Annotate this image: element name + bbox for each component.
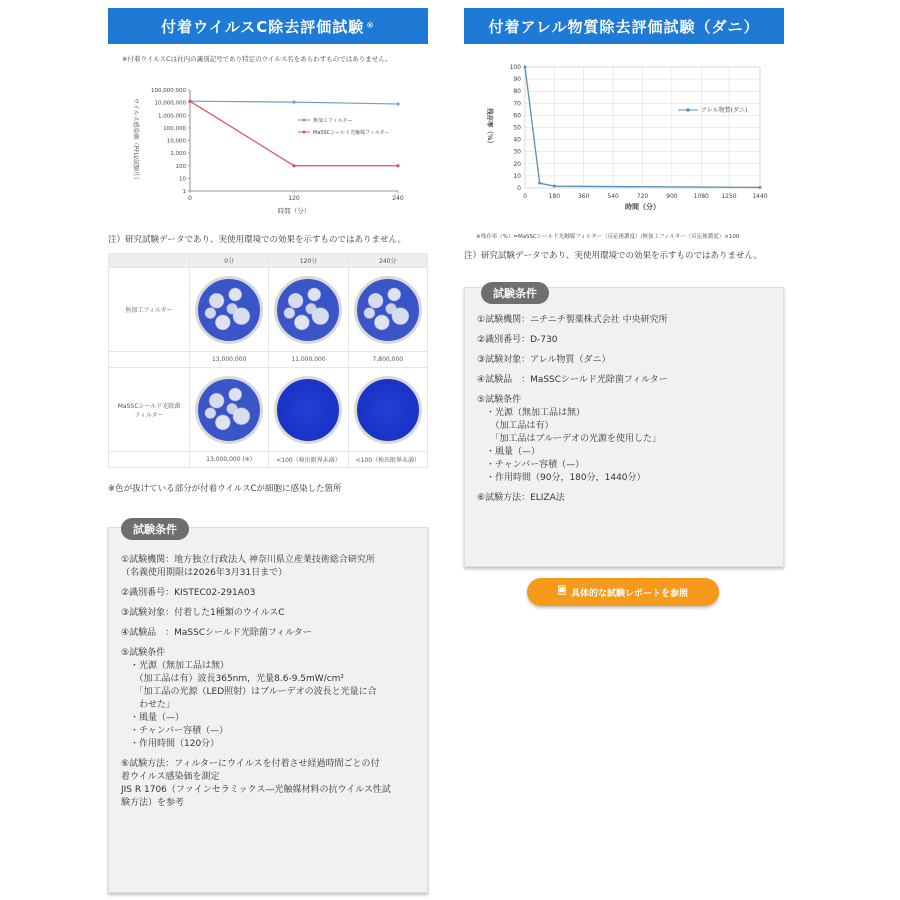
x-tick-label: 240 (392, 195, 404, 202)
plate-value-blank (109, 352, 190, 368)
plate-row-label: MaSSCシールド光除菌フィルター (109, 368, 190, 452)
plate-col-header: 0分 (190, 254, 269, 268)
left-conditions-box (108, 523, 428, 893)
x-tick-label: 1080 (693, 193, 709, 200)
x-tick-label: 1440 (752, 193, 768, 200)
right-footnote: ※残存率（%）=MaSSCシールド光触媒フィルター（反応後濃度）/無加工フィルター（反応後濃度）×100 (476, 234, 740, 240)
condition-line: ・作用時間（90分，180分，1440分） (477, 473, 646, 483)
y-axis-label: 残存率（%） (486, 107, 494, 148)
y-tick-label: 70 (513, 100, 521, 108)
plate-value: 13,000,000 (※) (190, 452, 269, 468)
condition-line: ・作用時間（120分） (121, 739, 220, 749)
y-tick-label: 30 (513, 148, 521, 156)
data-point (553, 185, 556, 188)
x-axis-label: 時間（分） (625, 203, 660, 211)
legend-label: MaSSCシールド光触媒フィルター (313, 130, 390, 136)
condition-line: ③試験対象：アレル物質（ダニ） (477, 355, 611, 365)
legend-marker (686, 108, 690, 112)
x-tick-label: 720 (636, 193, 649, 200)
condition-line: 着ウイルス感染価を測定 (121, 772, 220, 782)
condition-line: ・チャンバー容積（—） (121, 726, 229, 736)
condition-line: ・風量（—） (121, 713, 185, 723)
condition-line: ・風量（—） (477, 447, 541, 457)
petri-dish-image (195, 276, 263, 344)
right-conditions-box (464, 287, 784, 567)
plate-table-corner (109, 254, 190, 268)
right-section-header: 付着アレル物質除去評価試験（ダニ） (464, 8, 784, 44)
condition-line: ・チャンバー容積（—） (477, 460, 585, 470)
x-tick-label: 120 (288, 195, 300, 202)
y-tick-label: 100 (509, 64, 521, 71)
y-tick-label: 90 (513, 76, 521, 84)
condition-line: わせた」 (121, 700, 176, 710)
plate-note: ※色が抜けている部分が付着ウイルスCが細胞に感染した箇所 (108, 484, 342, 494)
petri-dish-image (354, 376, 422, 444)
plate-cell (348, 268, 427, 352)
data-point (292, 101, 295, 104)
x-tick-label: 0 (188, 195, 192, 202)
y-tick-label: 1,000,000 (158, 113, 186, 120)
y-tick-label: 10,000,000 (154, 100, 186, 107)
document-icon: 🗏 (557, 585, 567, 597)
x-tick-label: 0 (523, 193, 527, 200)
y-tick-label: 10 (179, 176, 186, 183)
condition-line: 験方法）を参考 (121, 798, 185, 808)
x-tick-label: 180 (548, 193, 561, 200)
condition-line: （名義使用期限は2026年3月31日まで） (121, 568, 288, 578)
left-header-mark: ※ (366, 21, 375, 31)
view-report-button[interactable] (527, 578, 719, 606)
x-tick-label: 900 (666, 193, 678, 200)
legend-marker (303, 131, 306, 134)
plate-col-header: 240分 (348, 254, 427, 268)
petri-dish-image (354, 276, 422, 344)
petri-dish-image (195, 376, 263, 444)
plate-table (108, 253, 428, 468)
plate-value: <100（検出限界未満） (269, 452, 348, 468)
condition-line: JIS R 1706（ファインセラミックス―光触媒材料の抗ウイルス性試 (121, 785, 391, 795)
condition-line: ⑤試験条件 (477, 395, 522, 405)
condition-line: 「加工品はブルーデオの光源を使用した」 (477, 434, 661, 444)
data-point (396, 102, 399, 105)
condition-line: （加工品は有）波長365nm，光量8.6-9.5mW/cm² (121, 674, 345, 684)
condition-line: ・光源（無加工品は無） (121, 661, 230, 671)
condition-line: ②識別番号：KISTEC02-291A03 (121, 588, 256, 598)
right-conditions-badge: 試験条件 (481, 282, 549, 304)
condition-line: ⑥試験方法：フィルターにウイルスを付着させ経過時間ごとの付 (121, 759, 380, 769)
x-tick-label: 540 (607, 193, 619, 200)
left-header-title: 付着ウイルスC除去評価試験 (161, 17, 365, 36)
y-tick-label: 10 (513, 172, 521, 180)
condition-line: ①試験機関：地方独立行政法人 神奈川県立産業技術総合研究所 (121, 555, 375, 565)
plate-cell (348, 368, 427, 452)
left-conditions-list (121, 554, 421, 810)
virus-chart (108, 80, 428, 220)
view-report-label: 具体的な試験レポートを参照 (571, 588, 689, 599)
data-point (538, 182, 541, 185)
condition-line: ④試験品 ：MaSSCシールド光除菌フィルター (477, 375, 668, 385)
y-tick-label: 0 (517, 185, 521, 192)
y-tick-label: 40 (513, 136, 521, 144)
legend-label: アレル物質(ダニ) (701, 107, 748, 114)
left-section-header (108, 8, 428, 44)
y-tick-label: 10,000 (166, 138, 186, 145)
petri-dish-image (274, 276, 342, 344)
data-point (292, 164, 295, 167)
condition-line: ②識別番号：D-730 (477, 335, 558, 345)
condition-line: ④試験品 ：MaSSCシールド光除菌フィルター (121, 628, 312, 638)
condition-line: ①試験機関：ニチニチ製薬株式会社 中央研究所 (477, 315, 668, 325)
legend-label: 無加工フィルター (313, 118, 353, 124)
y-tick-label: 80 (513, 88, 521, 96)
data-point (396, 164, 399, 167)
plate-cell (269, 268, 348, 352)
condition-line: ⑥試験方法：ELIZA法 (477, 493, 565, 503)
plate-cell (190, 368, 269, 452)
left-conditions-badge: 試験条件 (121, 518, 189, 540)
condition-line: ③試験対象：付着した1種類のウイルスC (121, 608, 285, 618)
right-conditions-list (477, 314, 777, 505)
data-point (188, 100, 191, 103)
left-chart-note: 注）研究試験データであり、実使用環境での効果を示すものではありません。 (108, 235, 407, 245)
condition-line: ⑤試験条件 (121, 648, 166, 658)
plate-value: <100（検出限界未満） (348, 452, 427, 468)
plate-cell (190, 268, 269, 352)
plate-table-wrap (108, 253, 428, 468)
plate-row-label: 無加工フィルター (109, 268, 190, 352)
y-axis-label: ウイルス感染価（PFU/試験片） (132, 97, 139, 184)
y-tick-label: 50 (513, 124, 521, 132)
allergen-chart (470, 58, 780, 228)
y-tick-label: 1,000 (170, 151, 186, 158)
plate-col-header: 120分 (269, 254, 348, 268)
y-tick-label: 100,000 (163, 125, 186, 132)
right-chart-note: 注）研究試験データであり、実使用環境での効果を示すものではありません。 (464, 251, 763, 261)
data-point (759, 186, 762, 189)
plate-value: 11,000,000 (269, 352, 348, 368)
legend-marker (303, 119, 306, 122)
x-tick-label: 1250 (721, 193, 737, 200)
plate-value: 7,800,000 (348, 352, 427, 368)
data-point (524, 66, 527, 69)
y-tick-label: 20 (513, 160, 521, 168)
plate-cell (269, 368, 348, 452)
plate-value: 13,000,000 (190, 352, 269, 368)
left-disclaimer: ※付着ウイルスCは社内の識別記号であり特定のウイルス名をあらわすものではありません。 (122, 55, 392, 63)
x-tick-label: 360 (578, 193, 590, 200)
y-tick-label: 1 (182, 189, 186, 195)
condition-line: 「加工品の光源（LED照射）はブルーデオの波長と光量に合 (121, 687, 377, 697)
y-tick-label: 100 (175, 163, 186, 170)
plate-value-blank (109, 452, 190, 468)
y-tick-label: 100,000,000 (151, 88, 186, 94)
y-tick-label: 60 (513, 112, 521, 120)
petri-dish-image (274, 376, 342, 444)
condition-line: ・光源（無加工品は無） (477, 408, 586, 418)
condition-line: （加工品は有） (477, 421, 554, 431)
x-axis-label: 時間（分） (277, 207, 311, 215)
